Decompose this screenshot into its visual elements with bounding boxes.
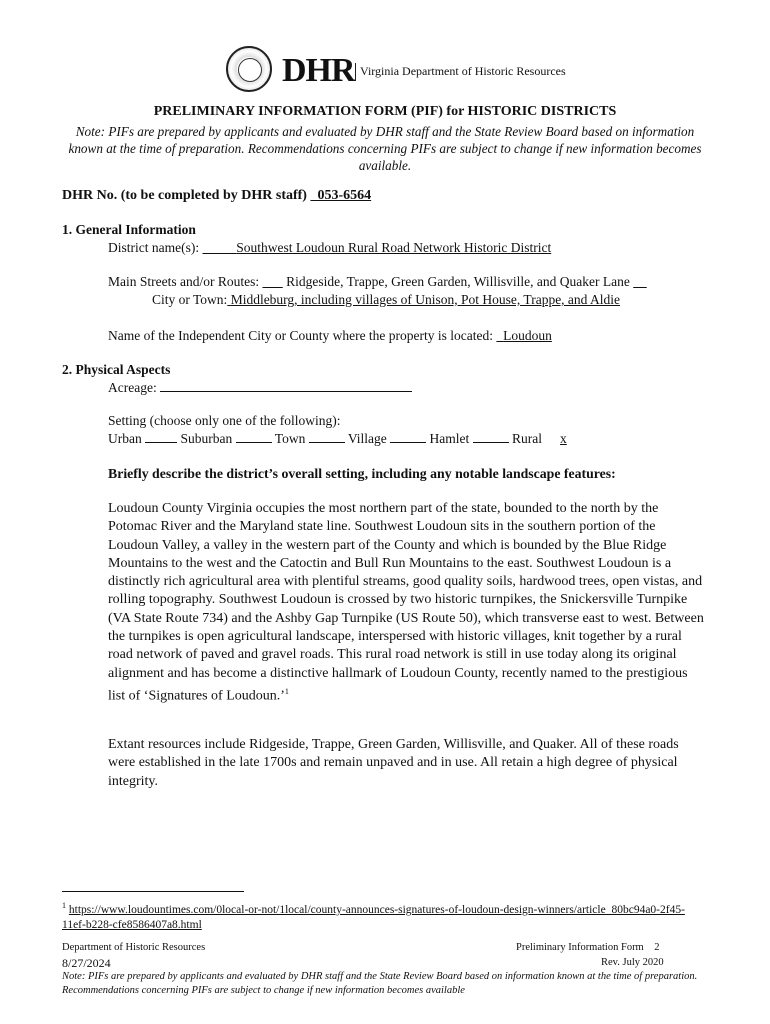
acreage-line — [108, 379, 412, 396]
dhr-logo-text: DHR — [282, 52, 355, 89]
county-label: Name of the Independent City or County where the property is located: — [108, 328, 494, 343]
city-line — [152, 292, 620, 308]
footer-page-number: 2 — [654, 942, 660, 953]
footer-note: Note: PIFs are prepared by applicants and evaluated by DHR staff and the State Review Board based on information known at the time of preparation. Recommendations concerning PIFs are subject to change if new information becomes available — [62, 971, 698, 996]
setting-suburban-field[interactable] — [236, 430, 272, 443]
form-title: PRELIMINARY INFORMATION FORM (PIF) for HISTORIC DISTRICTS — [153, 104, 617, 119]
logo-subtitle: Virginia Department of Historic Resources — [360, 64, 566, 78]
footnote-ref: 1 — [284, 686, 289, 696]
footnote-rule — [62, 891, 244, 892]
setting-urban-label: Urban — [108, 431, 142, 446]
setting-label: Setting (choose only one of the following): — [108, 413, 341, 428]
logo-divider — [355, 63, 356, 81]
county-field[interactable]: Loudoun — [503, 328, 552, 343]
city-label: City or Town: — [152, 292, 228, 307]
dhr-number-label: DHR No. (to be completed by DHR staff) — [62, 188, 307, 203]
city-field[interactable]: Middleburg, including villages of Unison, Pot House, Trappe, and Aldie — [230, 292, 621, 307]
acreage-field[interactable] — [160, 379, 412, 392]
describe-prompt: Briefly describe the district’s overall setting, including any notable landscape features: — [108, 466, 616, 481]
footer-revision: Rev. July 2020 — [601, 957, 664, 968]
dhr-number-field[interactable]: 053-6564 — [317, 188, 372, 203]
footer-form-label: Preliminary Information Form 2 — [516, 942, 660, 953]
district-name-label: District name(s): — [108, 240, 200, 255]
section-1-heading: 1. General Information — [62, 222, 196, 237]
footnote-link[interactable]: https://www.loudountimes.com/0local-or-not/1local/county-announces-signatures-of-loudoun-design-winners/article_80bc94a0-2f45-11ef-b228-cfe8586407a8.html — [62, 903, 685, 931]
footer-date: 8/27/2024 — [62, 956, 111, 970]
dhr-number-line — [62, 188, 546, 204]
section-2-heading: 2. Physical Aspects — [62, 362, 171, 377]
setting-rural-label: Rural — [512, 431, 543, 446]
setting-urban-field[interactable] — [145, 430, 177, 443]
acreage-label: Acreage: — [108, 380, 157, 395]
setting-hamlet-label: Hamlet — [429, 431, 470, 446]
district-name-line — [108, 240, 666, 256]
setting-village-field[interactable] — [390, 430, 426, 443]
setting-hamlet-field[interactable] — [473, 430, 509, 443]
routes-line — [108, 274, 647, 290]
virginia-seal-icon — [226, 46, 272, 92]
setting-town-field[interactable] — [309, 430, 345, 443]
setting-rural-field[interactable]: x — [560, 431, 567, 446]
setting-town-label: Town — [274, 431, 306, 446]
routes-value: Ridgeside, Trappe, Green Garden, Willisville, and Quaker Lane — [286, 274, 630, 289]
setting-village-label: Village — [347, 431, 387, 446]
footnote-number: 1 — [62, 901, 66, 910]
routes-field[interactable] — [262, 274, 282, 289]
description-paragraph-1: Loudoun County Virginia occupies the most northern part of the state, bounded to the north by the Potomac River and the Maryland state line. Southwest Loudoun sits in the southern portion of the Loudoun Valley, a valley in the western part of the County and which is bounded by the Blue Ridge Mountains to the west and the Catoctin and Bull Run Mountains to the east. Southwest Loudoun is a distinctly rich agricultural area with plentiful streams, good quality soils, hardwood trees, open vistas, and rolling topography. Southwest Loudoun is crossed by two historic turnpikes, the Snickersville Turnpike (VA State Route 734) and the Ashby Gap Turnpike (US Route 50), which transverse east to west. Between the turnpikes is open agricultural landscape, interspersed with historic villages, knit together by a rural road network of paved and gravel roads. This rural road network is still in use today along its original alignment and has become a distinctive hallmark of Loudoun County, recently named to the prestigious list of ‘Signatures of Loudoun.’$^1$ — [108, 501, 704, 704]
setting-options — [108, 430, 581, 447]
form-note: Note: PIFs are prepared by applicants and evaluated by DHR staff and the State Review Board based on information known at the time of preparation. Recommendations concerning PIFs are subject to change if new information becomes available. — [68, 124, 702, 173]
routes-label: Main Streets and/or Routes: — [108, 274, 260, 289]
footnote — [62, 898, 702, 933]
county-line — [108, 328, 606, 344]
description-paragraph-2: Extant resources include Ridgeside, Trappe, Green Garden, Willisville, and Quaker. All of these roads were established in the late 1700s and remain unpaved and in use. All retain a high degree of physical integrity. — [108, 737, 679, 789]
footer-department: Department of Historic Resources — [62, 942, 206, 953]
setting-suburban-label: Suburban — [180, 431, 233, 446]
district-name-field[interactable]: Southwest Loudoun Rural Road Network Historic District — [236, 240, 552, 255]
